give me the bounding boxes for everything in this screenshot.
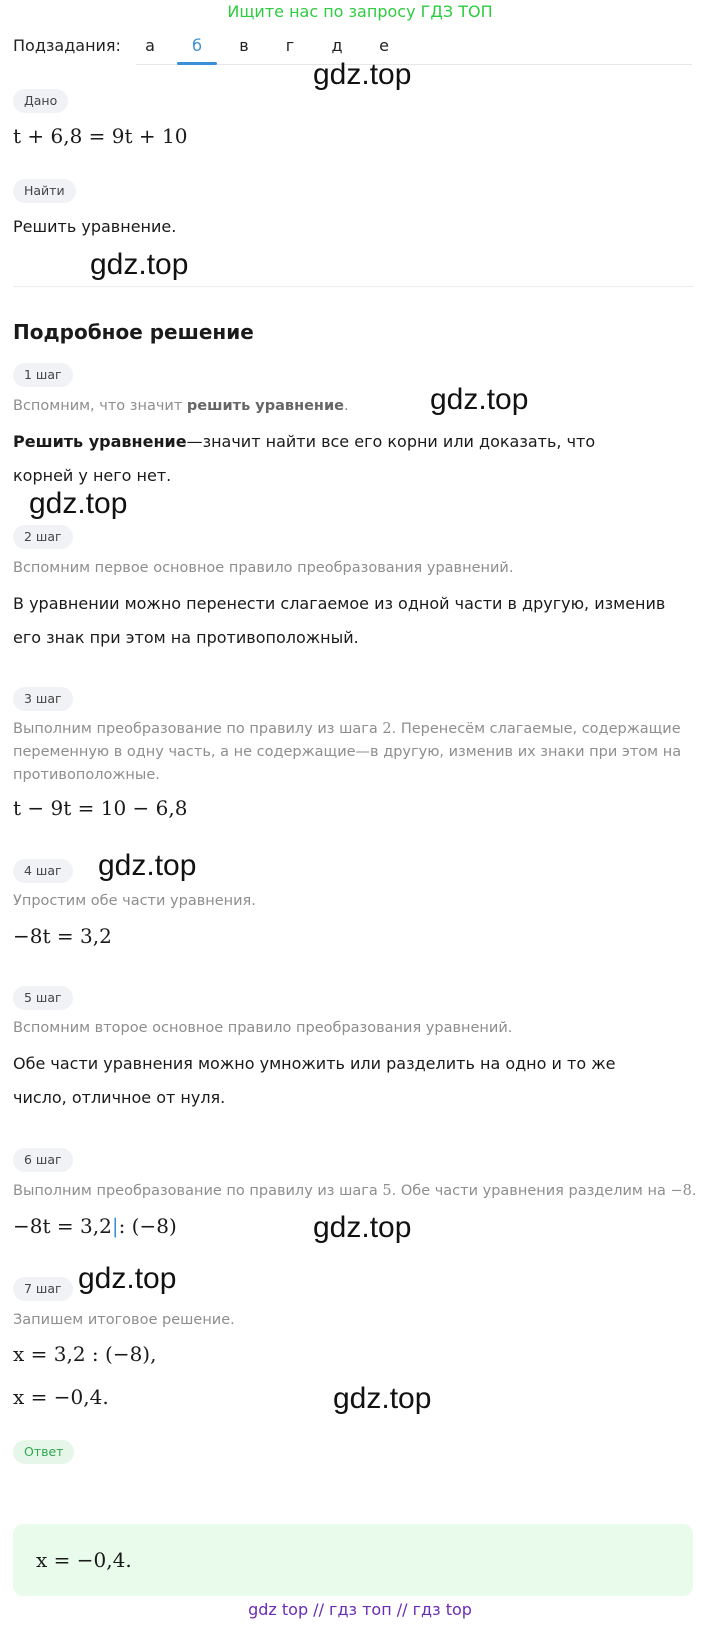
watermark: gdz.top xyxy=(29,487,128,520)
promo-banner[interactable]: Ищите нас по запросу ГДЗ ТОП xyxy=(227,2,493,21)
tab-g[interactable]: г xyxy=(285,36,295,55)
tab-v[interactable]: в xyxy=(239,36,249,55)
step-5-hint: Вспомним второе основное правило преобразования уравнений. xyxy=(13,1020,513,1036)
given-equation: t + 6,8 = 9t + 10 xyxy=(13,124,188,148)
tabs-divider xyxy=(136,64,692,65)
step-7-hint: Запишем итоговое решение. xyxy=(13,1312,235,1328)
watermark: gdz.top xyxy=(430,383,529,416)
tab-a[interactable]: а xyxy=(145,36,155,55)
watermark: gdz.top xyxy=(90,248,189,281)
step-7-equation-2: x = −0,4. xyxy=(13,1385,109,1409)
answer-chip: Ответ xyxy=(13,1440,74,1464)
step-7-equation-1: x = 3,2 : (−8), xyxy=(13,1342,157,1366)
watermark: gdz.top xyxy=(333,1382,432,1415)
step-4-equation: −8t = 3,2 xyxy=(13,924,112,948)
step-3-chip: 3 шаг xyxy=(13,687,73,711)
solution-heading: Подробное решение xyxy=(13,320,254,344)
given-chip: Дано xyxy=(13,89,68,113)
answer-equation: x = −0,4. xyxy=(36,1548,132,1572)
step-3-hint: Выполним преобразование по правилу из шага 2. Перенесём слагаемые, содержащие переменную в одну часть, а не содержащие—в другую, изменив их знаки при этом на противоположные. xyxy=(13,721,682,783)
tab-d[interactable]: д xyxy=(331,36,343,55)
step-7-chip: 7 шаг xyxy=(13,1277,73,1301)
step-6-chip: 6 шаг xyxy=(13,1148,73,1172)
step-1-chip: 1 шаг xyxy=(13,363,73,387)
tab-e[interactable]: е xyxy=(379,36,389,55)
step-6-equation: −8t = 3,2|: (−8) xyxy=(13,1214,177,1238)
step-4-chip: 4 шаг xyxy=(13,859,73,883)
step-2-text: В уравнении можно перенести слагаемое из одной части в другую, изменив его знак при этом на противоположный. xyxy=(13,594,666,647)
tab-b[interactable]: б xyxy=(192,36,202,55)
watermark: gdz.top xyxy=(313,58,412,91)
footer-links[interactable]: gdz top // гдз топ // гдз top xyxy=(248,1600,472,1619)
watermark: gdz.top xyxy=(78,1262,177,1295)
step-5-text: Обе части уравнения можно умножить или разделить на одно и то же число, отличное от нуля. xyxy=(13,1054,616,1107)
active-tab-indicator xyxy=(177,62,217,65)
step-2-hint: Вспомним первое основное правило преобразования уравнений. xyxy=(13,560,514,576)
watermark: gdz.top xyxy=(98,849,197,882)
step-6-hint: Выполним преобразование по правилу из шага 5. Обе части уравнения разделим на −8. xyxy=(13,1183,697,1199)
step-1-text: Решить уравнение—значит найти все его корни или доказать, что корней у него нет. xyxy=(13,432,596,485)
step-2-chip: 2 шаг xyxy=(13,525,73,549)
watermark: gdz.top xyxy=(313,1211,412,1244)
find-text: Решить уравнение. xyxy=(13,217,177,236)
section-divider xyxy=(13,286,693,287)
find-chip: Найти xyxy=(13,179,76,203)
step-4-hint: Упростим обе части уравнения. xyxy=(13,893,256,909)
subtasks-label: Подзадания: xyxy=(13,36,121,55)
step-3-equation: t − 9t = 10 − 6,8 xyxy=(13,796,188,820)
step-5-chip: 5 шаг xyxy=(13,986,73,1010)
step-1-hint: Вспомним, что значит решить уравнение. xyxy=(13,398,349,414)
